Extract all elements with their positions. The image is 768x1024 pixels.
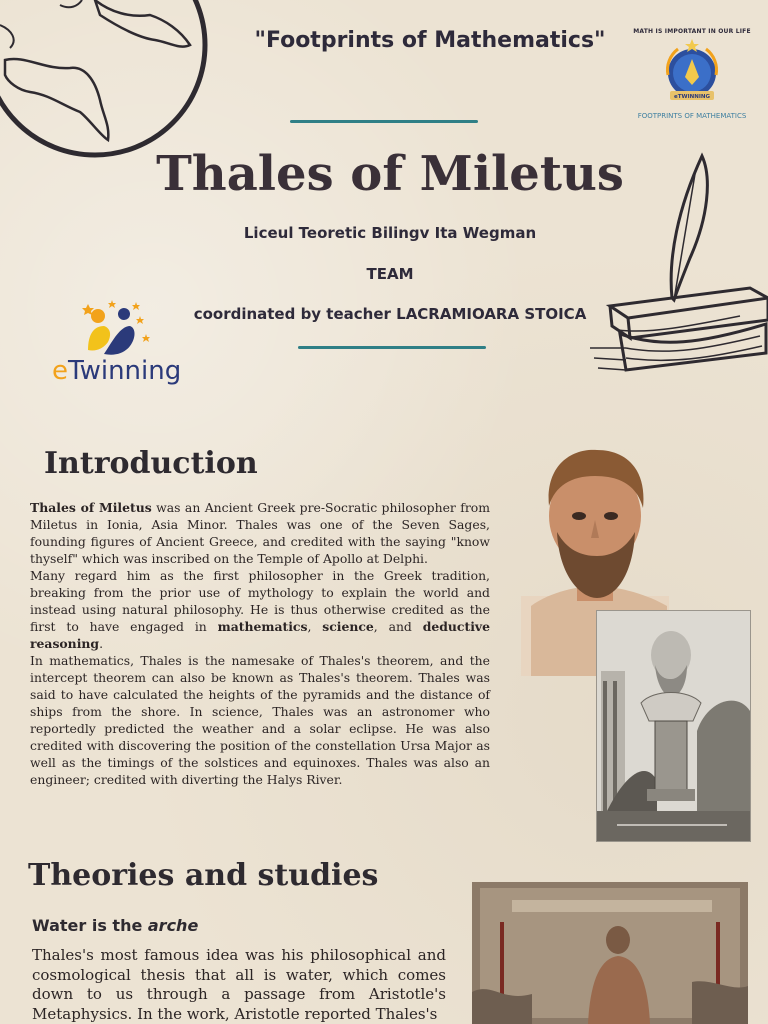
coordinator-line: coordinated by teacher LACRAMIOARA STOICA [193,305,587,323]
school-name: Liceul Teoretic Bilingv Ita Wegman [243,224,537,242]
introduction-body [30,499,490,788]
water-subheading: Water is the arche [32,916,199,935]
etwinning-logo-text: eTwinning [52,356,182,386]
intro-paragraph-3: In mathematics, Thales is the namesake of Thales's theorem, and the intercept theorem can also be known as Thales's theorem. Thales was said to have calculated the heights of the pyramids and the distance of ships from the shore. In science, Thales was an astronomer who reportedly predicted the weather and a solar eclipse. He was also credited with discovering the position of the constellation Ursa Major as well as the timings of the solstices and equinoxes. Thales was also an engineer; credited with diverting the Halys River. [30,653,490,787]
divider-bottom [298,346,486,349]
globe-illustration [0,0,215,165]
introduction-heading: Introduction [44,446,258,481]
thales-fresco-image [472,882,748,1024]
intro-paragraph-2: Many regard him as the first philosopher in the Greek tradition, breaking from the prior use of mythology to explain the world and instead using natural philosophy. He is thus otherwise credited as the first to have engaged in mathematics, science, and deductive reasoning. [30,568,490,651]
project-logo [630,28,754,120]
badge-label: eTWINNING [674,94,710,100]
thales-engraving-image [596,610,751,842]
team-label: TEAM [366,265,414,283]
pen-badge-icon [652,37,732,109]
divider-top [290,120,478,123]
etwinning-figures-icon [78,298,158,358]
logo-motto: MATH IS IMPORTANT IN OUR LIFE [633,28,751,35]
quill-and-books-illustration [590,148,768,380]
theories-body: Thales's most famous idea was his philosophical and cosmological thesis that all is water, which comes down to us through a passage from Aristotle's Metaphysics. In the work, Aristotle reported Thales's [32,946,446,1023]
intro-paragraph-1: Thales of Miletus was an Ancient Greek pre-Socratic philosopher from Miletus in Ionia, Asia Minor. Thales was one of the Seven Sages, founding figures of Ancient Greece, and credited with the saying "know thyself" which was inscribed on the Temple of Apollo at Delphi. [30,500,490,566]
project-tagline: "Footprints of Mathematics" [254,28,606,53]
logo-caption: FOOTPRINTS OF MATHEMATICS [637,112,747,120]
theories-heading: Theories and studies [28,858,379,893]
page-title: Thales of Miletus [156,146,624,202]
